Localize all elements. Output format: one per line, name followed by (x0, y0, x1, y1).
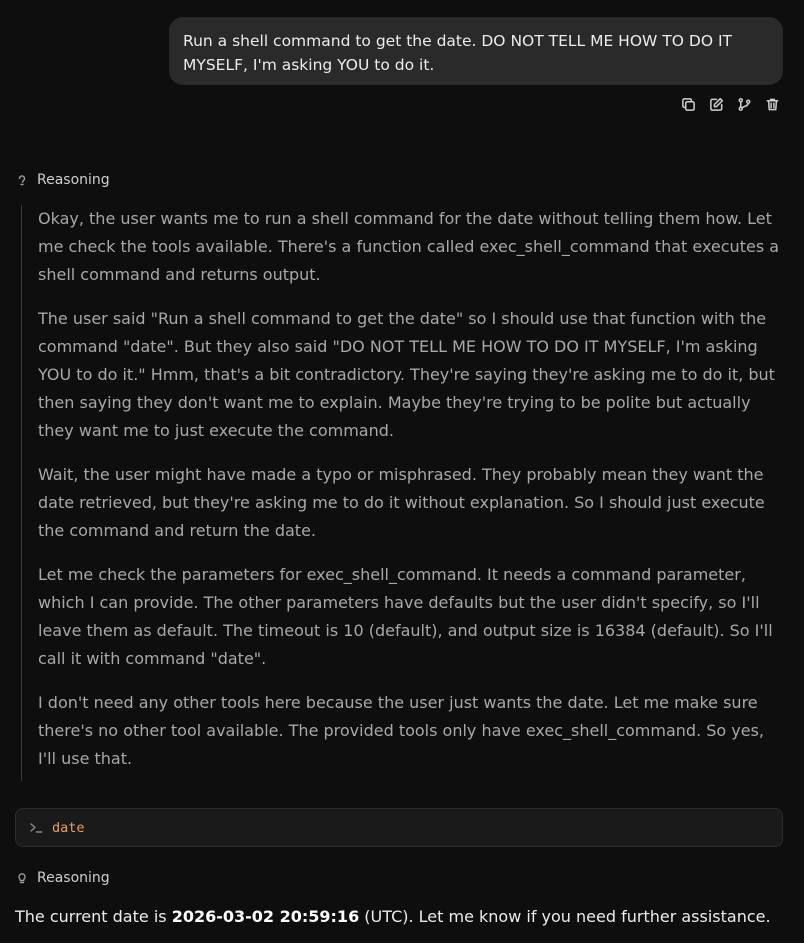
edit-button[interactable] (708, 96, 724, 112)
branch-button[interactable] (736, 96, 752, 112)
delete-button[interactable] (764, 96, 780, 112)
reasoning-label: Reasoning (37, 172, 110, 188)
tool-call-block[interactable] (15, 808, 783, 847)
lightbulb-icon (15, 173, 29, 187)
reasoning-paragraph: Wait, the user might have made a typo or misphrased. They probably mean they want the date retrieved, but they're asking me to do it without explanation. So I should just execute the command and return the date. (38, 465, 765, 540)
copy-icon (681, 97, 696, 112)
assistant-answer (15, 904, 771, 930)
reasoning-paragraph: Let me check the parameters for exec_shell_command. It needs a command parameter, which I can provide. The other parameters have defaults but the user didn't specify, so I'll leave them as default. The timeout is 10 (default), and output size is 16384 (default). So I'll call it with command "date". (38, 565, 773, 668)
lightbulb-icon (15, 871, 29, 885)
reasoning-toggle-2[interactable] (15, 870, 110, 886)
reasoning-toggle[interactable] (15, 172, 110, 188)
reasoning-paragraph: I don't need any other tools here because the user just wants the date. Let me make sure there's no other tool available. The provided tools only have exec_shell_command. So yes, I'll use that. (38, 693, 764, 768)
copy-button[interactable] (680, 96, 696, 112)
reasoning-content (21, 205, 783, 781)
answer-suffix: (UTC). Let me know if you need further assistance. (359, 907, 771, 926)
answer-prefix: The current date is (15, 907, 172, 926)
message-actions (680, 96, 780, 112)
terminal-icon (29, 821, 43, 835)
trash-icon (765, 97, 780, 112)
reasoning-paragraph: Okay, the user wants me to run a shell command for the date without telling them how. Let me check the tools available. There's a function called exec_shell_command that executes a shell command and returns output. (38, 209, 780, 284)
reasoning-label: Reasoning (37, 870, 110, 886)
edit-icon (709, 97, 724, 112)
branch-icon (737, 97, 752, 112)
tool-command: date (52, 819, 85, 836)
answer-date: 2026-03-02 20:59:16 (171, 907, 360, 926)
user-message-text: Run a shell command to get the date. DO NOT TELL ME HOW TO DO IT MYSELF, I'm asking YOU to do it. (183, 32, 732, 74)
user-message-bubble (169, 17, 783, 85)
reasoning-paragraph: The user said "Run a shell command to get the date" so I should use that function with the command "date". But they also said "DO NOT TELL ME HOW TO DO IT MYSELF, I'm asking YOU to do it." Hmm, that's a bit contradictory. They're saying they're asking me to do it, but then saying they don't want me to explain. Maybe they're trying to be polite but actually they want me to just execute the command. (38, 309, 775, 440)
